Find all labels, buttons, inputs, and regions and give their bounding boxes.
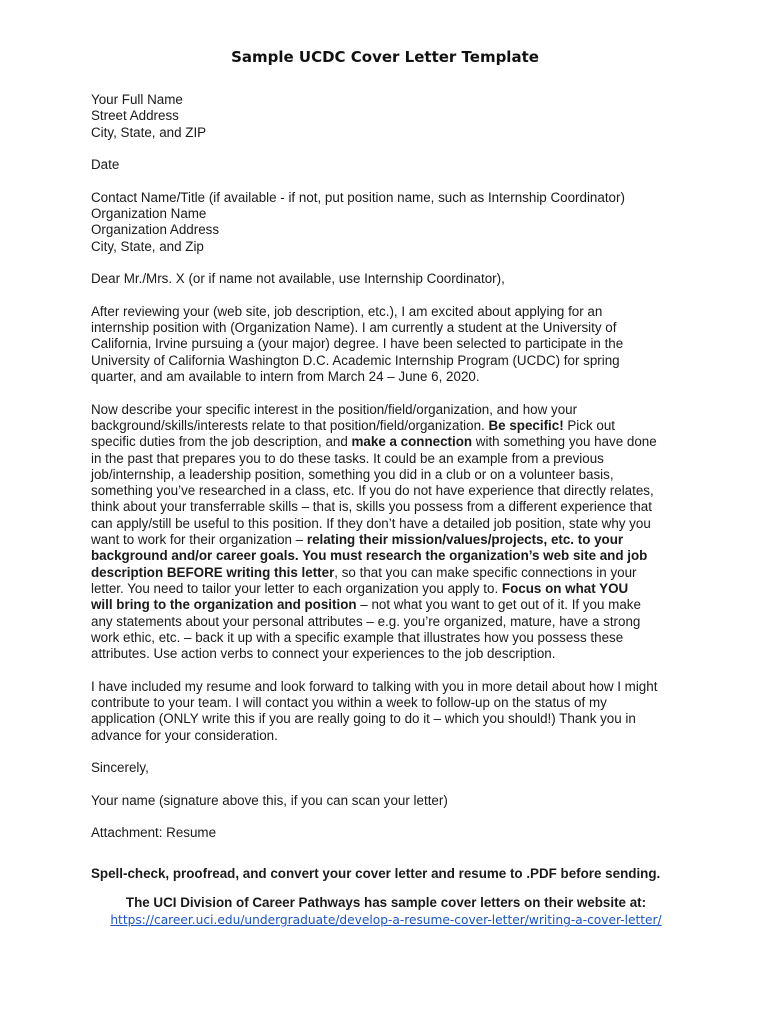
paragraph-line: Now describe your specific interest in the position/field/organization, and how your: [91, 401, 578, 417]
sender-block: [91, 92, 691, 141]
recipient-contact: Contact Name/Title (if available - if not, put position name, such as Internship Coordinator): [91, 189, 625, 205]
paragraph-line: application (ONLY write this if you are really going to do it – which you should!) Thank you in: [91, 711, 636, 727]
paragraph-line: [91, 434, 691, 450]
recipient-address: Organization Address: [91, 222, 220, 238]
document-title: Sample UCDC Cover Letter Template: [231, 48, 539, 66]
paragraph-line: can apply/still be useful to this position. If they don’t have a detailed job position, state why you: [91, 515, 651, 531]
paragraph-line: [91, 418, 691, 434]
paragraph-line: I have included my resume and look forward to talking with you in more detail about how I might: [91, 678, 658, 694]
emphasis-be-specific: Be specific!: [488, 417, 564, 433]
attachment-line: Attachment: Resume: [91, 825, 217, 841]
paragraph-intro: [91, 304, 691, 385]
paragraph-line: advance for your consideration.: [91, 727, 278, 743]
paragraph-line: [91, 532, 691, 548]
signature-line: Your name (signature above this, if you can scan your letter): [91, 792, 448, 808]
paragraph-line: job/internship, a leadership position, something you did in a club or on a volunteer basis,: [91, 466, 614, 482]
recipient-org: Organization Name: [91, 206, 207, 222]
paragraph-line: quarter, and am available to intern from March 24 – June 6, 2020.: [91, 369, 480, 385]
career-site-link[interactable]: https://career.uci.edu/undergraduate/develop-a-resume-cover-letter/writing-a-cover-letter/: [110, 913, 662, 928]
salutation: Dear Mr./Mrs. X (or if name not available, use Internship Coordinator),: [91, 271, 505, 287]
emphasis-focus: Focus on what YOU: [501, 580, 629, 596]
paragraph-line: attributes. Use action verbs to connect your experiences to the job description.: [91, 646, 556, 662]
emphasis-will-bring: will bring to the organization and position: [91, 597, 357, 613]
paragraph-line: internship position with (Organization Name). I am currently a student at the University of: [91, 320, 617, 336]
emphasis-make-connection: make a connection: [351, 434, 473, 450]
paragraph-line: [91, 565, 691, 581]
sender-name: Your Full Name: [91, 92, 183, 107]
paragraph-line: contribute to your team. I will contact you within a week to follow-up on the status of my: [91, 694, 607, 710]
paragraph-closing: [91, 679, 691, 744]
footer-note: Spell-check, proofread, and convert your cover letter and resume to .PDF before sending.: [91, 865, 661, 881]
letter-body: [91, 92, 691, 929]
text-run: want to work for their organization –: [91, 532, 307, 548]
paragraph-line: California, Irvine pursuing a (your major) degree. I have been selected to participate in the: [91, 336, 624, 352]
paragraph-line: [91, 581, 691, 597]
paragraph-interest: [91, 402, 691, 663]
text-run: specific duties from the job description, and: [91, 434, 352, 450]
paragraph-line: any statements about your personal attributes – e.g. you’re organized, mature, have a strong: [91, 613, 641, 629]
sender-street: Street Address: [91, 108, 179, 124]
footer-uci-text: The UCI Division of Career Pathways has sample cover letters on their website at:: [125, 894, 647, 910]
text-run: with something you have done: [472, 434, 657, 450]
recipient-block: [91, 190, 691, 255]
text-run: background/skills/interests relate to that position/field/organization.: [91, 417, 489, 433]
paragraph-line: work ethic, etc. – back it up with a specific example that illustrates how you possess these: [91, 629, 624, 645]
paragraph-line: in the past that prepares you to do these tasks. It could be an example from a previous: [91, 450, 604, 466]
text-run: letter. You need to tailor your letter to each organization you apply to.: [91, 580, 502, 596]
emphasis-line: background and/or career goals. You must research the organization’s web site and job: [91, 548, 648, 564]
paragraph-line: [91, 597, 691, 613]
paragraph-line: After reviewing your (web site, job description, etc.), I am excited about applying for an: [91, 303, 603, 319]
paragraph-line: University of California Washington D.C. Academic Internship Program (UCDC) for spring: [91, 352, 620, 368]
closing-line: Sincerely,: [91, 760, 149, 776]
sender-city: City, State, and ZIP: [91, 124, 207, 140]
recipient-city: City, State, and Zip: [91, 238, 204, 254]
text-run: , so that you can make specific connections in your: [334, 564, 637, 580]
paragraph-line: something you’ve researched in a class, etc. If you do not have experience that directly relates,: [91, 483, 654, 499]
footer-link-row: [91, 912, 681, 928]
date-line: Date: [91, 157, 120, 173]
text-run: Pick out: [563, 417, 616, 433]
emphasis-relating: relating their mission/values/projects, etc. to your: [306, 532, 624, 548]
emphasis-before-writing: description BEFORE writing this letter: [91, 564, 335, 580]
text-run: – not what you want to get out of it. If you make: [356, 597, 641, 613]
paragraph-line: think about your transferrable skills – that is, skills you possess from a different experience that: [91, 499, 652, 515]
